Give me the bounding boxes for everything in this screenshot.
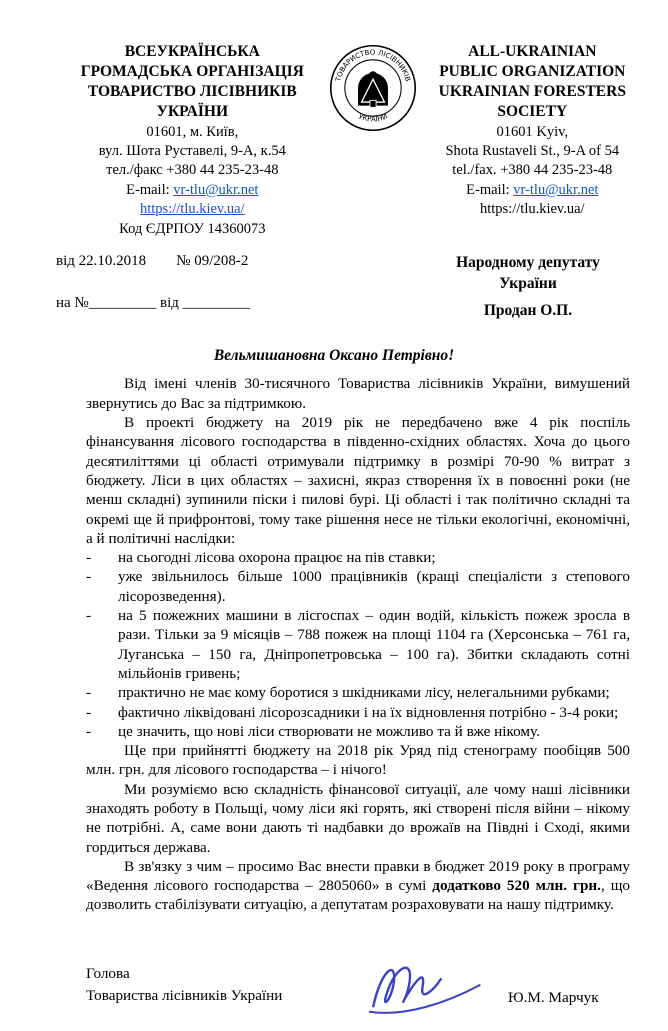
recipient-name: Продан О.П.: [483, 302, 573, 319]
signer-title: [86, 963, 338, 1007]
list-item: - практично не має кому боротися з шкідниками лісу, нелегальними рубками;: [86, 684, 610, 702]
reply-reference-line: на №_________ від _________: [56, 295, 251, 312]
email-label-en: E-mail:: [466, 181, 514, 198]
org-name-en-line: ALL-UKRAINIAN: [468, 43, 597, 60]
org-name-ua-line: ГРОМАДСЬКА ОРГАНІЗАЦІЯ: [80, 63, 304, 81]
email-line-en: [417, 181, 648, 200]
org-name-ua-line: ВСЕУКРАЇНСЬКА: [124, 43, 260, 60]
reference-block: [56, 253, 376, 321]
email-link-ua[interactable]: vr-tlu@ukr.net: [173, 181, 259, 198]
paragraph-budget: В проекті бюджету на 2019 рік не передбачено вже 4 рік поспіль фінансування лісового господарства в південно-східних областях. Хоча до цього десятиліттями ці області отримували підтримку в розмірі 70-90 % витрат з бюджету. Ліси в цих областях – захисні, якраз створення їх в повоєнні роки (не менш складні) зупинили піски і пилові бурі. Ці області і так політично складні та окремі ще й прифронтові, тому таке рішення несе не тільки екологічні, економічні, а й політичні наслідки:: [86, 414, 630, 547]
reference-recipient-row: [0, 239, 668, 321]
edrpou-code: Код ЄДРПОУ 14360073: [119, 220, 266, 237]
paragraph-request: [86, 857, 630, 915]
paragraph-situation: Ми розуміємо всю складність фінансової ситуації, але чому наші лісівники знаходять роботу в Польщі, чому ліси які горять, які створені після війни – нікому не потрібні. А, саме вони дають ті надбавки до врожаїв на Півдні і Сході, якими гордиться держава.: [86, 780, 630, 856]
dash-marker: -: [86, 607, 92, 625]
phone-en: tel./fax. +380 44 235-23-48: [452, 162, 613, 179]
paragraph-intro: Від імені членів 30-тисячного Товариства лісівників України, вимушений звернутись до Вас за підтримкою.: [86, 375, 630, 412]
org-block-english: [417, 42, 648, 220]
outgoing-date: від 22.10.2018: [56, 253, 147, 270]
organization-seal-logo: [329, 44, 417, 132]
org-block-ukrainian: [56, 42, 329, 239]
dash-marker: -: [86, 722, 92, 740]
phone-ua: тел./факс +380 44 235-23-48: [106, 162, 279, 179]
address-street-en: Shota Rustaveli St., 9-A of 54: [445, 142, 620, 159]
org-name-ua-line: УКРАЇНИ: [156, 103, 229, 121]
website-link-ua[interactable]: https://tlu.kiev.ua/: [140, 201, 245, 218]
recipient-block: [408, 253, 648, 321]
address-city-en: 01601 Kyiv,: [496, 123, 569, 140]
request-amount-bold: додатково 520 млн. грн.: [432, 877, 601, 895]
dash-marker: -: [86, 568, 92, 586]
email-link-en[interactable]: vr-tlu@ukr.net: [513, 181, 599, 198]
signature-scribble: [358, 944, 488, 1019]
tree-figure-emblem: [358, 71, 388, 107]
dash-marker: -: [86, 703, 92, 721]
email-line-ua: [56, 181, 329, 200]
dash-marker: -: [86, 549, 92, 567]
list-item: - на сьогодні лісова охорона працює на пів ставки;: [86, 549, 436, 567]
recipient-line: Народному депутату: [456, 254, 600, 272]
signer-title-line: Товариства лісівників України: [86, 986, 283, 1004]
org-name-en-line: SOCIETY: [497, 103, 568, 121]
list-item: - уже звільнилось більше 1000 працівників (кращі спеціалісти з степового лісорозведення).: [86, 568, 630, 605]
seal-ring-text-bottom: УКРАЇНИ: [356, 111, 389, 124]
list-item: - це значить, що нові ліси створювати не можливо та й вже нікому.: [86, 722, 540, 740]
signature-block: [0, 915, 668, 1007]
org-name-ua-line: ТОВАРИСТВО ЛІСІВНИКІВ: [87, 83, 297, 101]
signer-title-line: Голова: [86, 964, 130, 982]
handwritten-signature: [338, 951, 508, 1013]
address-street-ua: вул. Шота Руставелі, 9-А, к.54: [98, 142, 286, 159]
request-text-post: , що дозволить стабілізувати ситуацію, а депутатам розраховувати на нашу підтримку.: [86, 877, 630, 914]
website-line-en: https://tlu.kiev.ua/: [480, 201, 585, 218]
address-city-ua: 01601, м. Київ,: [146, 123, 239, 140]
email-label-ua: E-mail:: [126, 181, 174, 198]
list-item: - фактично ліквідовані лісорозсадники і на їх відновлення потрібно - 3-4 роки;: [86, 703, 619, 721]
seal-ring-text-top: ТОВАРИСТВО ЛІСІВНИКІВ: [332, 47, 413, 83]
seal-container: [329, 42, 417, 132]
org-name-en-line: PUBLIC ORGANIZATION: [439, 63, 626, 81]
recipient-line: України: [499, 274, 557, 292]
paragraph-promise: Ще при прийнятті бюджету на 2018 рік Уряд під стенограму пообіцяв 500 млн. грн. для лісового господарства – і нічого!: [86, 742, 630, 779]
outgoing-number: № 09/208-2: [176, 253, 249, 270]
org-name-en-line: UKRAINIAN FORESTERS: [438, 83, 626, 101]
letter-body: [0, 365, 668, 914]
request-text-pre: В зв'язку з чим – просимо Вас внести правки в бюджет 2019 року в програму «Ведення лісового господарства – 2805060» в сумі: [86, 857, 630, 895]
dash-marker: -: [86, 684, 92, 702]
letterhead: [0, 42, 668, 239]
list-item: - на 5 пожежних машини в лісгоспах – один водій, кількість пожеж зросла в рази. Тільки за 9 місяців – 788 пожеж на площі 1104 га (Херсонська – 761 га, Луганська – 150 га, Дніпропетровська – 100 га). Збитки складають сотні мільйонів гривень;: [86, 607, 630, 682]
signer-name: Ю.М. Марчук: [508, 988, 599, 1006]
website-line-ua: [56, 200, 329, 219]
outgoing-reference-line: [56, 253, 376, 270]
salutation: Вельмишановна Оксано Петрівно!: [213, 347, 455, 365]
consequences-list: [86, 548, 630, 741]
